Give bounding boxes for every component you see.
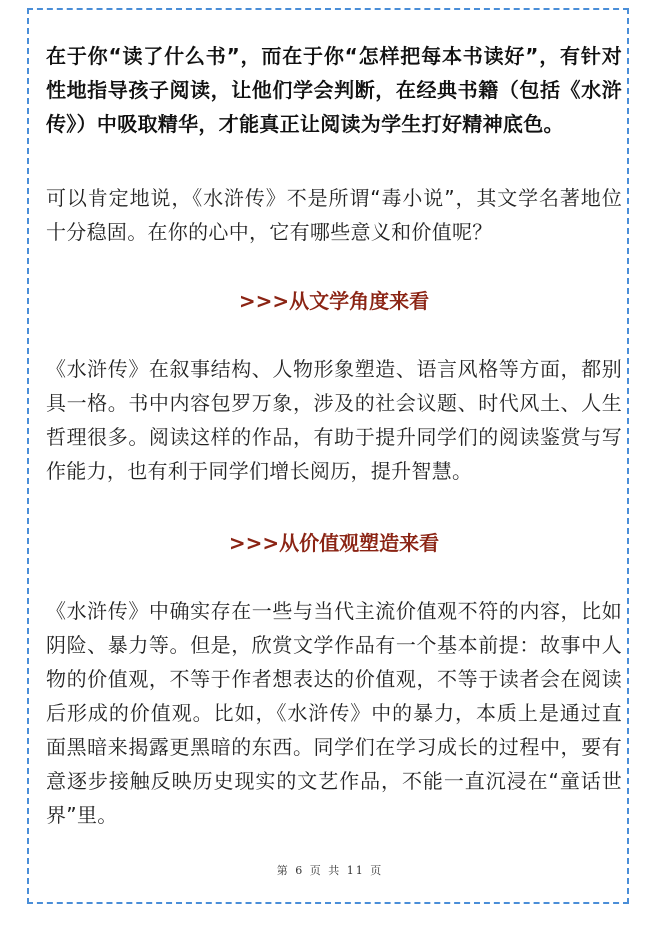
literary-paragraph: 《水浒传》在叙事结构、人物形象塑造、语言风格等方面，都别具一格。书中内容包罗万象，涉及的社会议题、时代风土、人生哲理很多。阅读这样的作品，有助于提升同学们的阅读鉴赏与写作能力，也有利于同学们增长阅历，提升智慧。 (46, 357, 622, 483)
section-heading-values: >>>从价值观塑造来看 (228, 531, 440, 555)
section-heading-literary: >>>从文学角度来看 (238, 289, 430, 313)
question-paragraph: 可以肯定地说，《水浒传》不是所谓“毒小说”，其文学名著地位十分稳固。在你的心中，它有哪些意义和价值呢？ (46, 186, 622, 244)
page-number-footer: 第 6 页 共 11 页 (276, 864, 384, 877)
bold-intro-paragraph: 在于你“读了什么书”，而在于你“怎样把每本书读好”，有针对性地指导孩子阅读，让他们学会判断，在经典书籍（包括《水浒传》）中吸取精华，才能真正让阅读为学生打好精神底色。 (46, 44, 622, 136)
values-paragraph: 《水浒传》中确实存在一些与当代主流价值观不符的内容，比如阴险、暴力等。但是，欣赏文学作品有一个基本前提：故事中人物的价值观，不等于作者想表达的价值观，不等于读者会在阅读后形成的价值观。比如，《水浒传》中的暴力，本质上是通过直面黑暗来揭露更黑暗的东西。同学们在学习成长的过程中，要有意逐步接触反映历史现实的文艺作品，不能一直沉浸在“童话世界”里。 (46, 599, 622, 827)
